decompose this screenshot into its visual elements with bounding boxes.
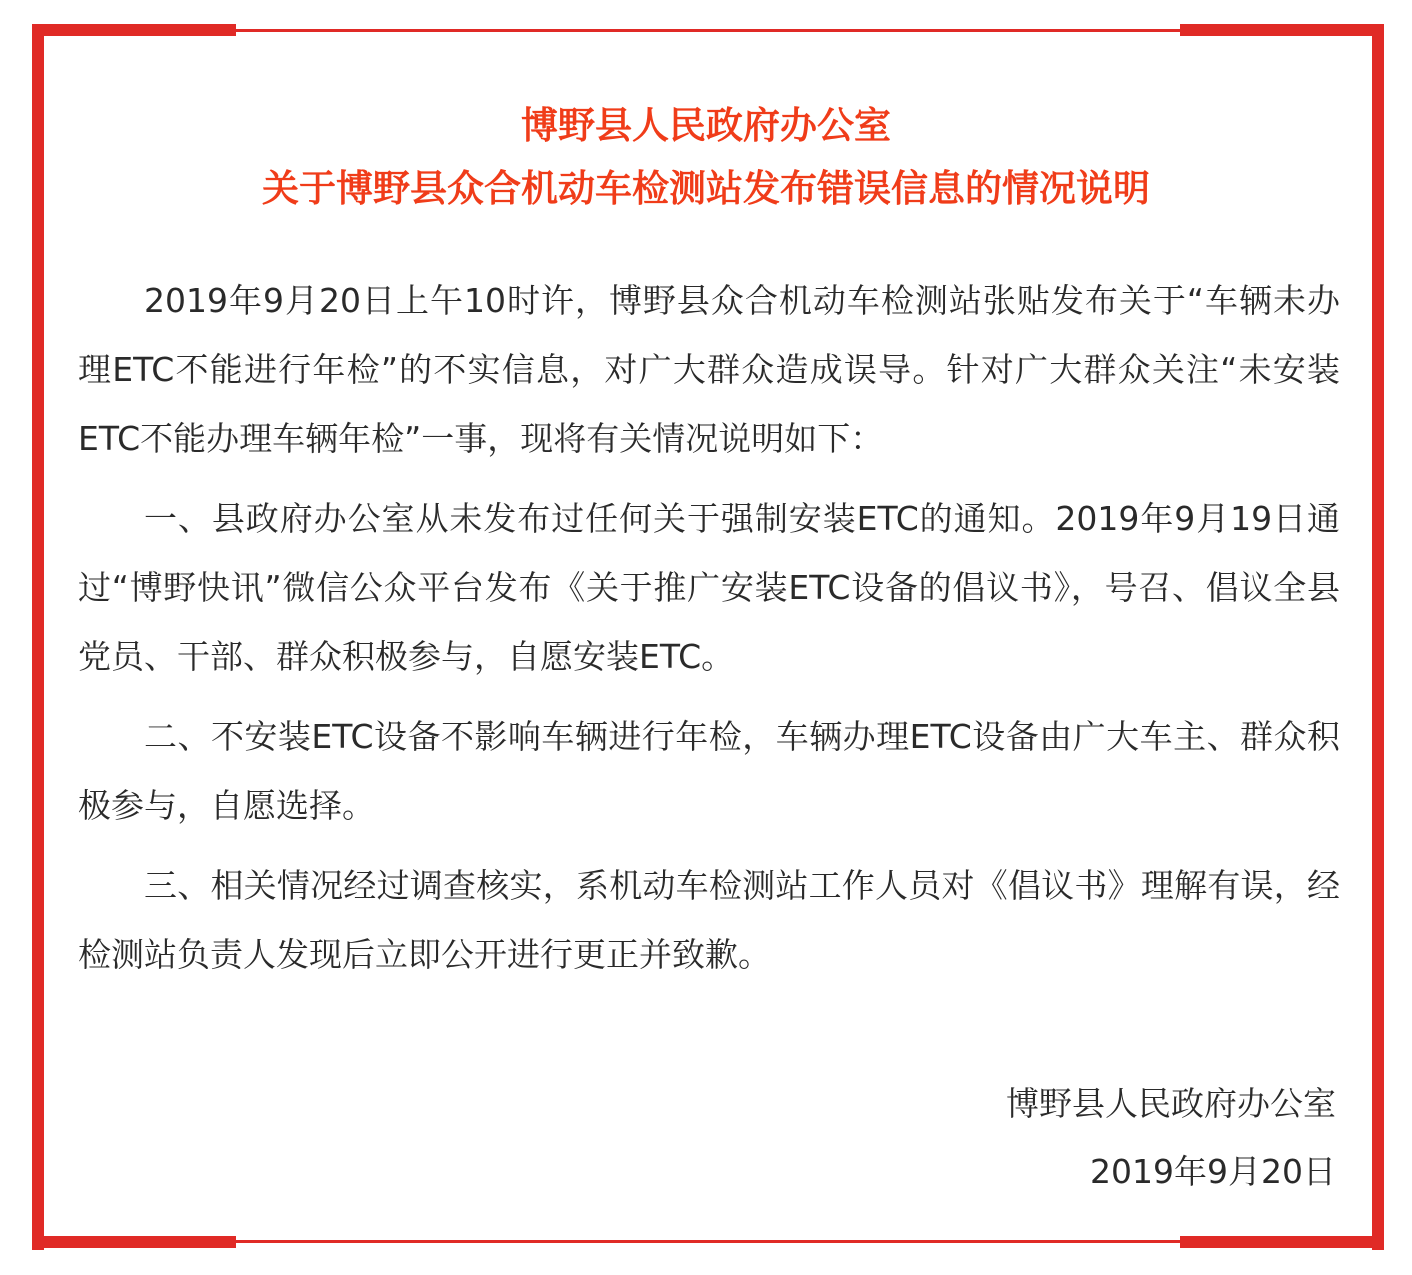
paragraph-point-2: 二、不安装ETC设备不影响车辆进行年检，车辆办理ETC设备由广大车主、群众积极参与，自愿选择。 <box>78 717 1340 825</box>
paragraph-point-1: 一、县政府办公室从未发布过任何关于强制安装ETC的通知。2019年9月19日通过“博野快讯”微信公众平台发布《关于推广安装ETC设备的倡议书》，号召、倡议全县党员、干部、群众积极参与，自愿安装ETC。 <box>78 499 1340 676</box>
document-title-line1: 博野县人民政府办公室 <box>521 104 891 147</box>
frame-corner-bottom-right <box>1180 1236 1384 1248</box>
frame-corner-top-left <box>32 24 236 36</box>
signature-organization: 博野县人民政府办公室 <box>1006 1084 1336 1123</box>
signature-date: 2019年9月20日 <box>1090 1152 1336 1191</box>
frame-corner-bottom-left <box>32 1236 236 1248</box>
document-body <box>78 266 1340 1000</box>
frame-left-border <box>32 24 44 1250</box>
paragraph-intro: 2019年9月20日上午10时许，博野县众合机动车检测站张贴发布关于“车辆未办理ETC不能进行年检”的不实信息，对广大群众造成误导。针对广大群众关注“未安装ETC不能办理车辆年检”一事，现将有关情况说明如下： <box>78 281 1340 458</box>
frame-corner-top-right <box>1180 24 1384 36</box>
document-title-line2: 关于博野县众合机动车检测站发布错误信息的情况说明 <box>262 167 1150 210</box>
frame-right-border <box>1372 24 1384 1250</box>
paragraph-point-3: 三、相关情况经过调查核实，系机动车检测站工作人员对《倡议书》理解有误，经检测站负责人发现后立即公开进行更正并致歉。 <box>78 866 1340 974</box>
